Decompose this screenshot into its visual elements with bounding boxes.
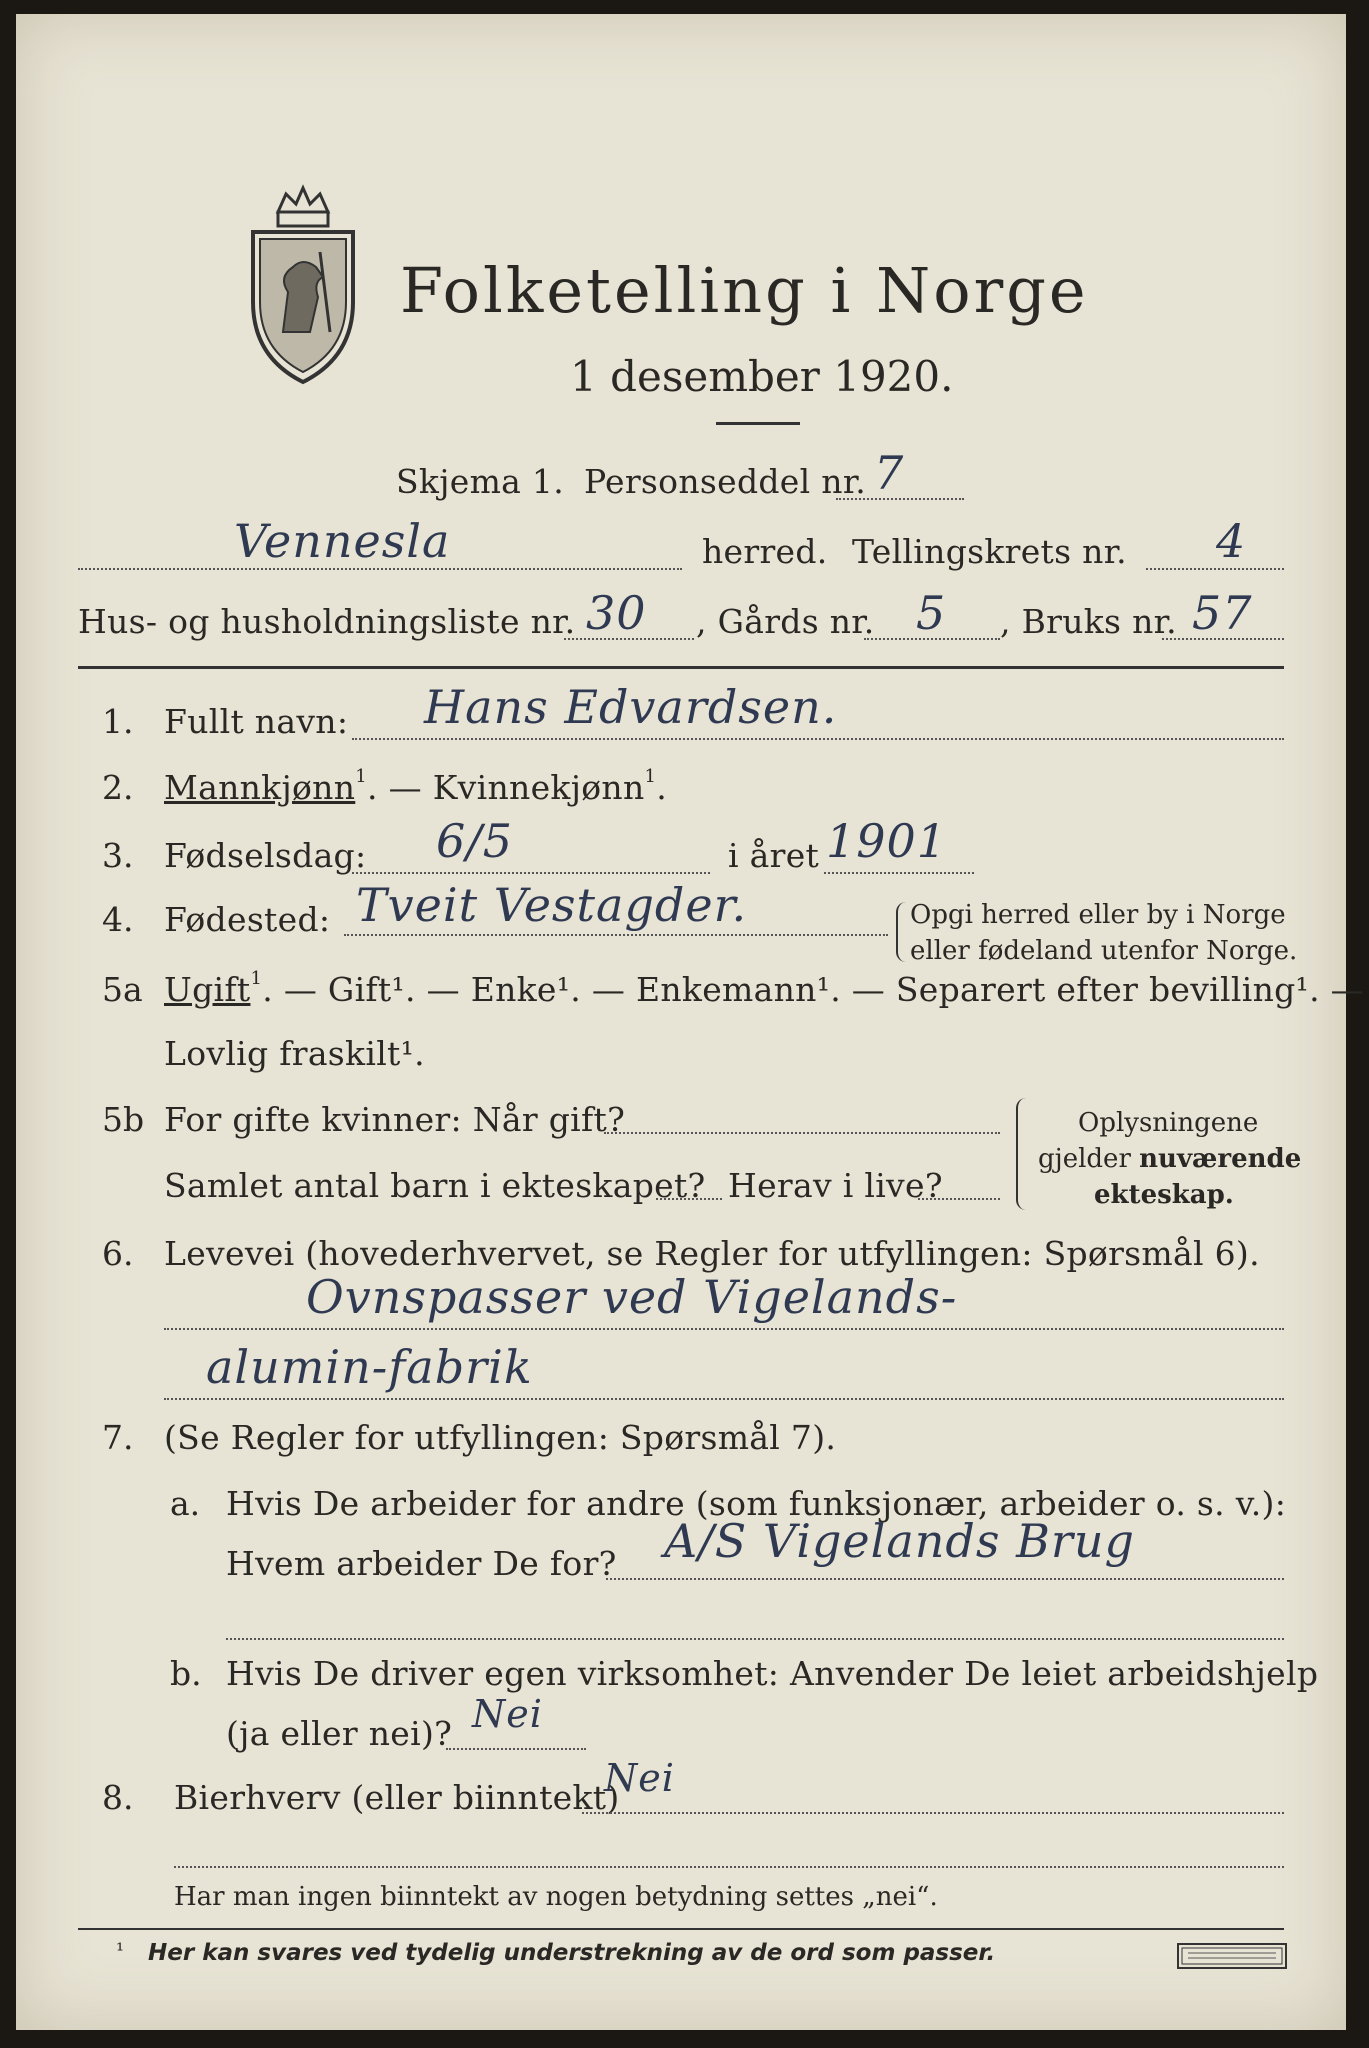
- gender-male: Mannkjønn: [164, 768, 356, 807]
- occupation-value-1: Ovnspasser ved Vigelands-: [306, 1270, 958, 1324]
- printer-stamp-icon: [1176, 1942, 1288, 1970]
- occupation-value-2: alumin-fabrik: [206, 1340, 533, 1394]
- birthplace-note-1: Opgi herred eller by i Norge: [910, 900, 1286, 930]
- header-divider: [78, 666, 1284, 669]
- birth-year-label: i året: [728, 836, 820, 875]
- birth-year-value: 1901: [826, 814, 948, 868]
- personseddel-value: 7: [874, 446, 905, 500]
- hired-help-value: Nei: [472, 1692, 543, 1736]
- side-income-note: Har man ingen biinntekt av nogen betydning settes „nei“.: [174, 1882, 938, 1912]
- q7a-letter: a.: [170, 1484, 201, 1523]
- birthplace-value: Tveit Vestagder.: [356, 878, 748, 932]
- q7a-label-2: Hvem arbeider De for?: [226, 1544, 617, 1583]
- gender-female: Kvinnekjønn: [432, 768, 645, 807]
- employer-value: A/S Vigelands Brug: [664, 1514, 1135, 1568]
- full-name-label: Fullt navn:: [164, 702, 349, 741]
- birthday-label: Fødselsdag:: [164, 836, 367, 875]
- marital-status-line-2: Lovlig fraskilt¹.: [164, 1034, 425, 1073]
- footer-divider: [78, 1928, 1284, 1930]
- side-income-label: Bierhverv (eller biinntekt): [174, 1778, 620, 1817]
- children-total-label: Samlet antal barn i ekteskapet?: [164, 1166, 706, 1205]
- census-form: [16, 14, 1364, 2030]
- herred-label: herred.: [702, 532, 828, 571]
- q7b-letter: b.: [170, 1654, 202, 1693]
- hus-label: Hus- og husholdningsliste nr.: [78, 602, 576, 641]
- q7-number: 7.: [102, 1418, 134, 1457]
- q1-number: 1.: [102, 702, 134, 741]
- bruks-value: 57: [1192, 586, 1253, 640]
- birthday-value: 6/5: [436, 814, 514, 868]
- full-name-value: Hans Edvardsen.: [424, 680, 838, 734]
- q5b-number: 5b: [102, 1100, 145, 1139]
- q8-number: 8.: [102, 1778, 134, 1817]
- marriage-note-2: gjelder nuværende: [1038, 1144, 1302, 1174]
- norway-coat-of-arms-icon: [238, 182, 368, 392]
- q6-number: 6.: [102, 1234, 134, 1273]
- census-date: 1 desember 1920.: [570, 352, 954, 401]
- schema-label: Skjema 1.: [396, 462, 565, 501]
- marital-ugift: Ugift: [164, 970, 251, 1009]
- herred-value: Vennesla: [234, 514, 451, 568]
- q7a-label-1: Hvis De arbeider for andre (som funksjonær, arbeider o. s. v.):: [226, 1484, 1287, 1523]
- footnote-mark: ¹: [116, 1938, 125, 1962]
- tellingskrets-value: 4: [1216, 514, 1247, 568]
- q3-number: 3.: [102, 836, 134, 875]
- married-women-label: For gifte kvinner: Når gift?: [164, 1100, 626, 1139]
- q2-number: 2.: [102, 768, 134, 807]
- gards-value: 5: [916, 586, 947, 640]
- footnote-text: Her kan svares ved tydelig understrekning av de ord som passer.: [148, 1940, 996, 1966]
- title-divider: [716, 422, 800, 425]
- occupation-label: Levevei (hovederhvervet, se Regler for utfyllingen: Spørsmål 6).: [164, 1234, 1260, 1273]
- marriage-note-3: ekteskap.: [1094, 1180, 1234, 1210]
- side-income-value: Nei: [604, 1756, 675, 1800]
- q7b-label-1: Hvis De driver egen virksomhet: Anvender De leiet arbeidshjelp: [226, 1654, 1319, 1693]
- q5a-number: 5a: [102, 970, 143, 1009]
- gards-label: , Gårds nr.: [696, 602, 875, 641]
- tellingskrets-label: Tellingskrets nr.: [852, 532, 1127, 571]
- marriage-note-1: Oplysningene: [1078, 1108, 1259, 1138]
- bruks-label: , Bruks nr.: [1000, 602, 1177, 641]
- marital-status-line: Ugift$^1$. — Gift¹. — Enke¹. — Enkemann¹. — Separert efter bevilling¹. —: [164, 968, 1364, 1009]
- hus-value: 30: [586, 586, 647, 640]
- children-alive-label: Herav i live?: [728, 1166, 943, 1205]
- gender-line: Mannkjønn$^1$. — Kvinnekjønn$^1$.: [164, 766, 668, 807]
- birthplace-label: Fødested:: [164, 900, 331, 939]
- personseddel-label: Personseddel nr.: [584, 462, 867, 501]
- q7b-label-2: (ja eller nei)?: [226, 1714, 453, 1753]
- birthplace-note-2: eller fødeland utenfor Norge.: [910, 936, 1298, 966]
- q7-label: (Se Regler for utfyllingen: Spørsmål 7).: [164, 1418, 837, 1457]
- form-title: Folketelling i Norge: [400, 254, 1089, 327]
- q4-number: 4.: [102, 900, 134, 939]
